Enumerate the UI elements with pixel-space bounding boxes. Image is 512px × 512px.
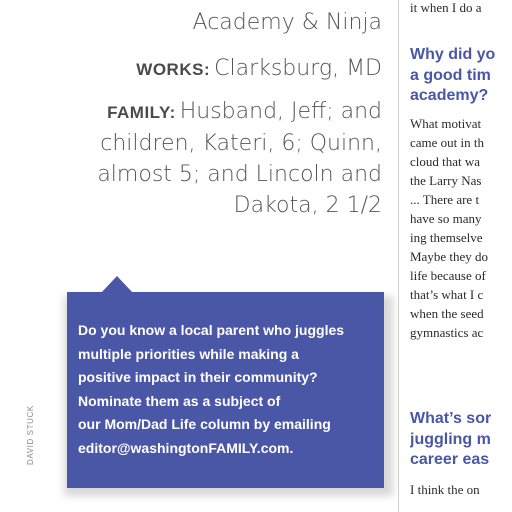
nomination-callout	[67, 292, 384, 488]
question-heading-line: What’s sor	[410, 410, 492, 427]
question-heading-line: academy?	[410, 87, 489, 104]
answer-paragraph	[410, 114, 488, 342]
article-text-line: ... There are t	[410, 192, 480, 207]
callout-line: positive impact in their community?	[78, 369, 318, 385]
profile-occupation-tail: Academy & Ninja	[192, 10, 382, 35]
article-column	[410, 0, 512, 512]
works-label: WORKS:	[136, 60, 211, 79]
article-text-line: the Larry Nas	[410, 173, 482, 188]
family-value: Husband, Jeff; and children, Kateri, 6; Quinn, almost 5; and Lincoln and Dakota, 2 1/2	[97, 99, 382, 218]
article-text-line: have so many	[410, 211, 482, 226]
article-text-line: life because of	[410, 268, 486, 283]
works-value: Clarksburg, MD	[214, 56, 382, 81]
article-text-line: ing themselve	[410, 230, 483, 245]
article-text-line: gymnastics ac	[410, 325, 484, 340]
article-text-line: What motivat	[410, 116, 482, 131]
answer-paragraph	[410, 480, 480, 499]
article-text-line: cloud that wa	[410, 154, 481, 169]
family-label: FAMILY:	[107, 103, 176, 122]
article-text-line: that’s what I c	[410, 287, 484, 302]
callout-email-line: editor@washingtonFAMILY.com.	[78, 439, 294, 456]
question-heading-line: Why did yo	[410, 46, 496, 63]
profile-works	[136, 53, 382, 85]
callout-line: multiple priorities while making a	[78, 345, 299, 362]
question-heading	[410, 409, 491, 471]
article-text-line: it when I do a	[410, 0, 482, 15]
question-heading-line: juggling m	[410, 430, 491, 448]
column-divider	[398, 0, 399, 512]
callout-line: Do you know a local parent who juggles	[78, 322, 345, 338]
callout-pointer	[101, 276, 133, 293]
photo-credit: DAVID STUCK	[26, 405, 35, 465]
callout-line: our Mom/Dad Life column by emailing	[78, 416, 331, 432]
question-heading-line: a good tim	[410, 66, 491, 84]
article-text-line: Maybe they do	[410, 249, 488, 264]
callout-line: Nominate them as a subject of	[78, 392, 281, 409]
question-heading	[410, 45, 495, 107]
article-text-line: came out in th	[410, 135, 485, 150]
question-heading-line: career eas	[410, 451, 490, 468]
article-text-line: when the seed	[410, 306, 484, 321]
profile-family	[22, 96, 382, 221]
article-text-line: I think the on	[410, 482, 480, 497]
